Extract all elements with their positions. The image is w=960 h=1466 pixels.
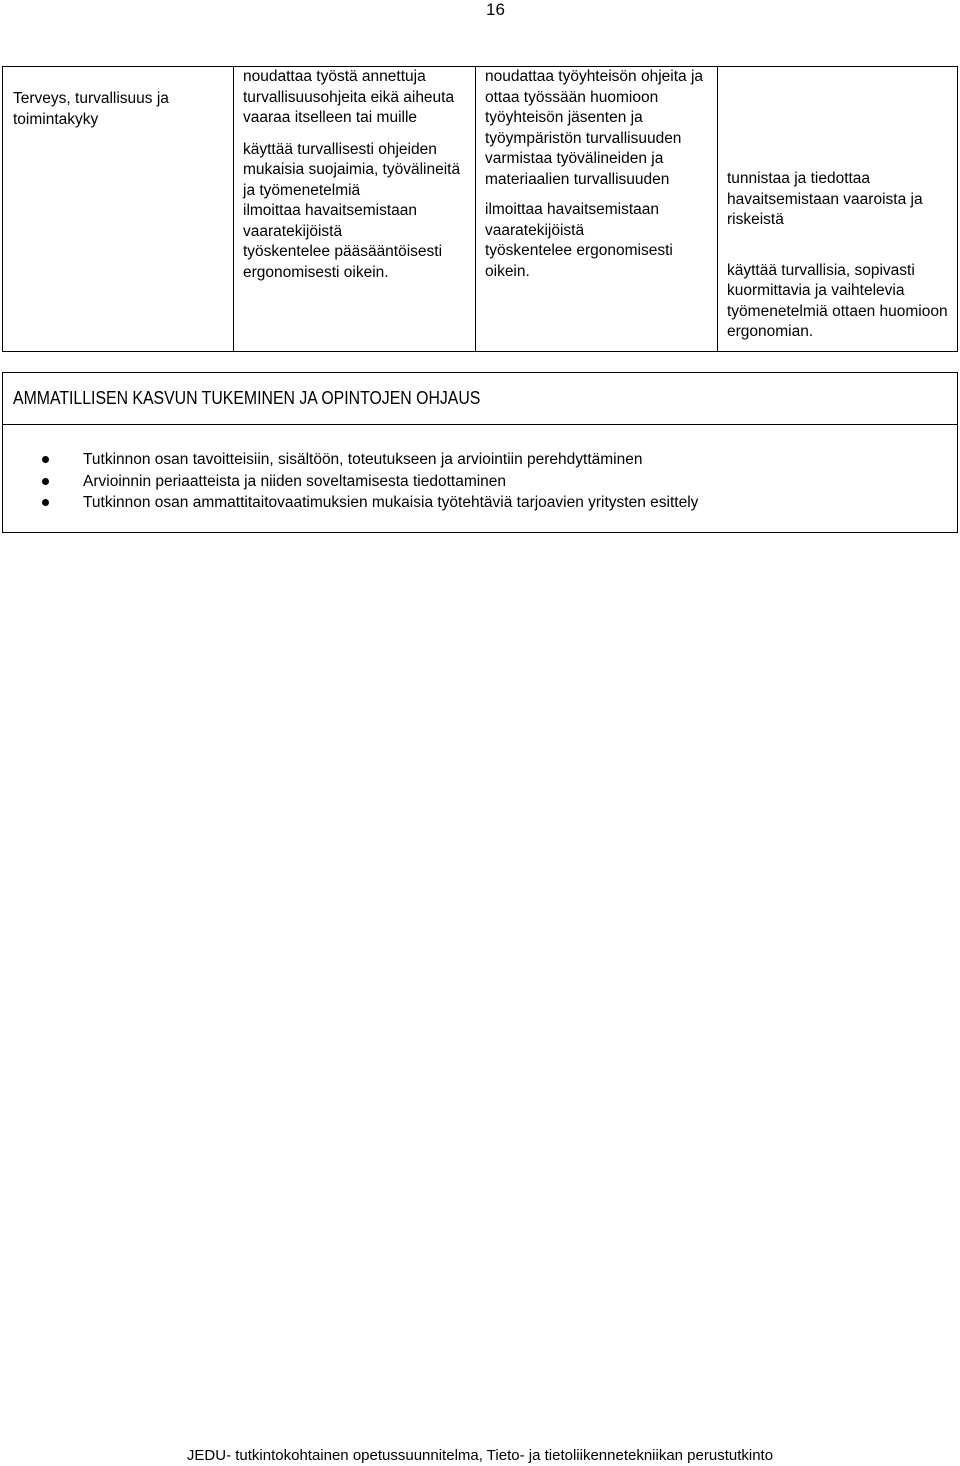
criteria-column-1 (243, 67, 468, 283)
section-heading: AMMATILLISEN KASVUN TUKEMINEN JA OPINTOJEN OHJAUS (13, 388, 481, 408)
criterion-text: tunnistaa ja tiedottaa havaitsemistaan vaaroista ja riskeistä (727, 170, 923, 228)
column-divider (475, 67, 476, 351)
bullet-icon (42, 499, 49, 506)
list-item-text: Tutkinnon osan ammattitaitovaatimuksien mukaisia työtehtäviä tarjoavien yritysten esittely (83, 494, 699, 511)
bullet-icon (42, 478, 49, 485)
criterion-text: käyttää turvallisesti ohjeiden mukaisia suojaimia, työvälineitä ja työmenetelmiä (243, 140, 461, 199)
page-footer: JEDU- tutkintokohtainen opetussuunnitelma, Tieto- ja tietoliikennetekniikan perustutkinto (186, 1447, 774, 1464)
guidance-list (3, 449, 698, 514)
criterion-text: työskentelee ergonomisesti oikein. (485, 242, 673, 280)
topic-cell: Terveys, turvallisuus ja toimintakyky (13, 90, 169, 128)
list-item (3, 449, 698, 471)
page-number: 16 (486, 0, 505, 19)
bullet-icon (42, 456, 49, 463)
divider (3, 424, 957, 425)
criterion-text: ilmoittaa havaitsemistaan vaaratekijöistä (243, 202, 418, 240)
column-divider (717, 67, 718, 351)
guidance-section (2, 372, 958, 533)
list-item (3, 471, 698, 493)
criterion-text: noudattaa työstä annettuja turvallisuusohjeita eikä aiheuta vaaraa itselleen tai muille (243, 68, 455, 126)
criterion-text: työskentelee pääsääntöisesti ergonomisesti oikein. (243, 243, 443, 281)
criterion-text: noudattaa työyhteisön ohjeita ja ottaa työssään huomioon työyhteisön jäsenten ja työympäristön turvallisuuden (485, 68, 704, 147)
criteria-column-3 (727, 67, 955, 343)
criterion-text: käyttää turvallisia, sopivasti kuormittavia ja vaihtelevia työmenetelmiä ottaen huomioon ergonomian. (727, 261, 948, 340)
list-item-text: Tutkinnon osan tavoitteisiin, sisältöön, toteutukseen ja arviointiin perehdyttäminen (83, 451, 643, 468)
criteria-column-2 (485, 67, 717, 282)
list-item-text: Arvioinnin periaatteista ja niiden soveltamisesta tiedottaminen (83, 472, 507, 490)
list-item (3, 492, 698, 514)
criterion-text: ilmoittaa havaitsemistaan vaaratekijöistä (485, 201, 660, 239)
column-divider (233, 67, 234, 351)
criterion-text: varmistaa työvälineiden ja materiaalien turvallisuuden (485, 150, 670, 188)
assessment-criteria-table (2, 66, 958, 352)
